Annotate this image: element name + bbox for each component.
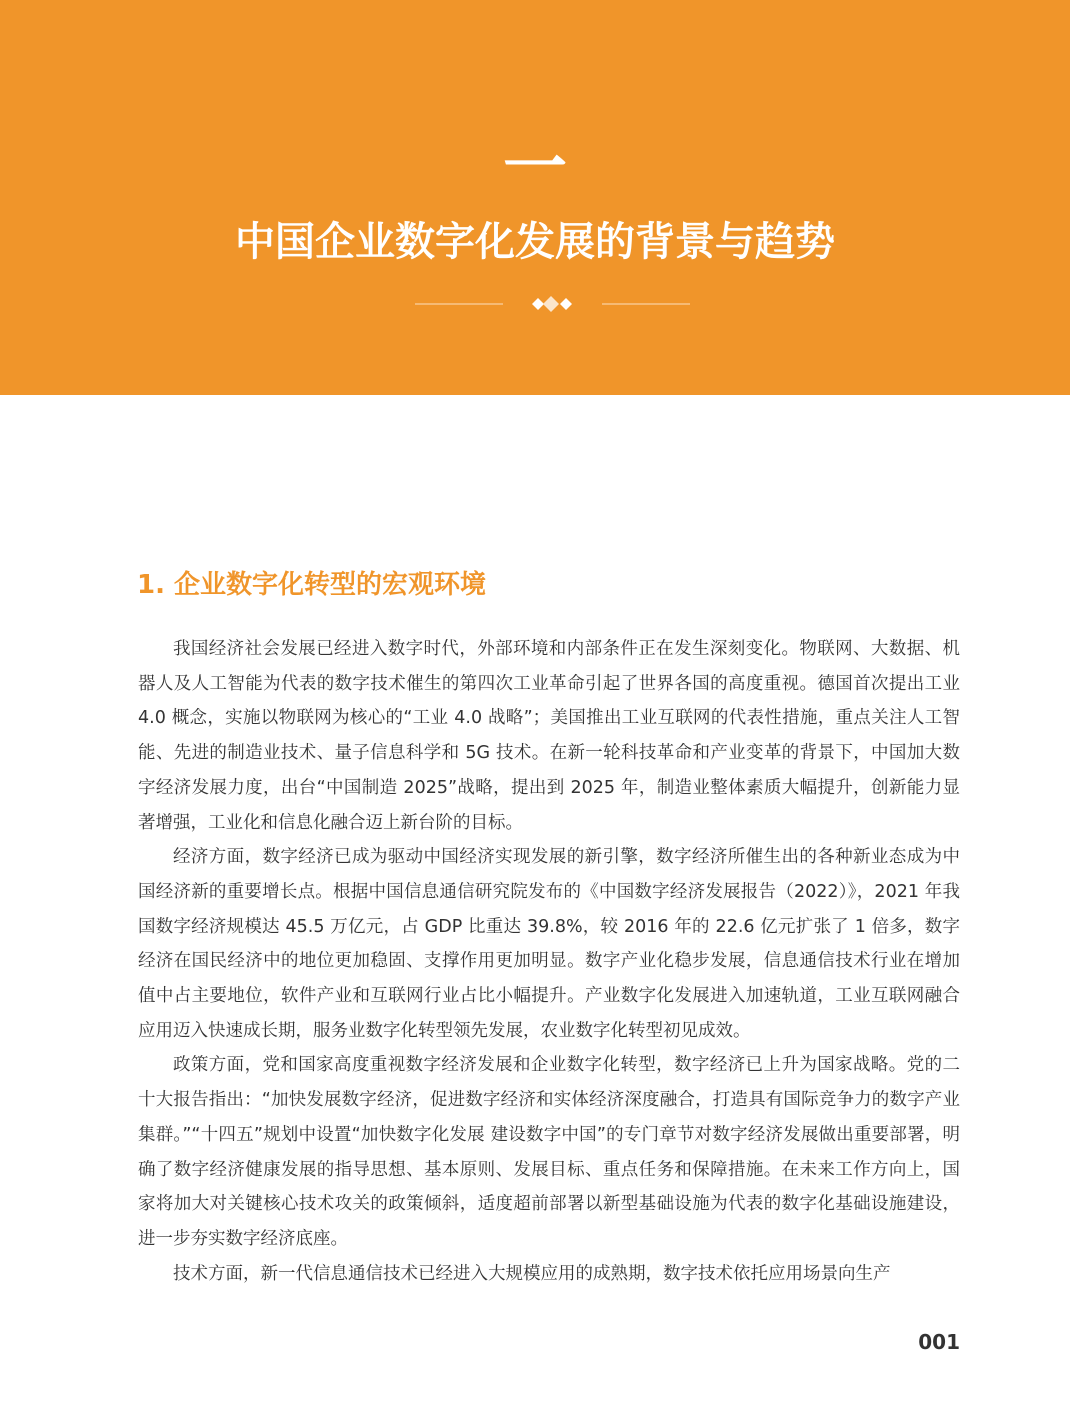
- paragraph: 技术方面，新一代信息通信技术已经进入大规模应用的成熟期，数字技术依托应用场景向生产: [173, 1263, 891, 1284]
- paragraph: 经济方面，数字经济已成为驱动中国经济实现发展的新引擎，数字经济所催生出的各种新业态成为中国经济新的重要增长点。根据中国信息通信研究院发布的《中国数字经济发展报告（2022）》，2021 年我国数字经济规模达 45.5 万亿元，占 GDP 比重达 39.8%，较 2016 年的 22.6 亿元扩张了 1 倍多，数字经济在国民经济中的地位更加稳固、支撑作用更加明显。数字产业化稳步发展，信息通信技术行业在增加值中占主要地位，软件产业和互联网行业占比小幅提升。产业数字化发展进入加速轨道，工业互联网融合应用迈入快速成长期，服务业数字化转型领先发展，农业数字化转型初见成效。: [138, 847, 960, 1041]
- body-text: [138, 632, 960, 1291]
- paragraph: 政策方面，党和国家高度重视数字经济发展和企业数字化转型，数字经济已上升为国家战略。党的二十大报告指出：“加快发展数字经济，促进数字经济和实体经济深度融合，打造具有国际竞争力的数字产业集群。”“十四五”规划中设置“加快数字化发展 建设数字中国”的专门章节对数字经济发展做出重要部署，明确了数字经济健康发展的指导思想、基本原则、发展目标、重点任务和保障措施。在未来工作方向上，国家将加大对关键核心技术攻关的政策倾斜，适度超前部署以新型基础设施为代表的数字化基础设施建设，进一步夯实数字经济底座。: [138, 1055, 960, 1249]
- paragraph: 我国经济社会发展已经进入数字时代，外部环境和内部条件正在发生深刻变化。物联网、大数据、机器人及人工智能为代表的数字技术催生的第四次工业革命引起了世界各国的高度重视。德国首次提出工业 4.0 概念，实施以物联网为核心的“工业 4.0 战略”；美国推出工业互联网的代表性措施，重点关注人工智能、先进的制造业技术、量子信息科学和 5G 技术。在新一轮科技革命和产业变革的背景下，中国加大数字经济发展力度，出台“中国制造 2025”战略，提出到 2025 年，制造业整体素质大幅提升，创新能力显著增强，工业化和信息化融合迈上新台阶的目标。: [138, 639, 960, 833]
- chapter-header-band: [0, 0, 1070, 395]
- chapter-title: 中国企业数字化发展的背景与趋势: [235, 219, 835, 265]
- page-number: 001: [918, 1330, 960, 1354]
- section-heading: 1. 企业数字化转型的宏观环境: [137, 570, 487, 600]
- chapter-number: 一: [503, 131, 567, 205]
- diamond-ornament-icon: [415, 294, 690, 314]
